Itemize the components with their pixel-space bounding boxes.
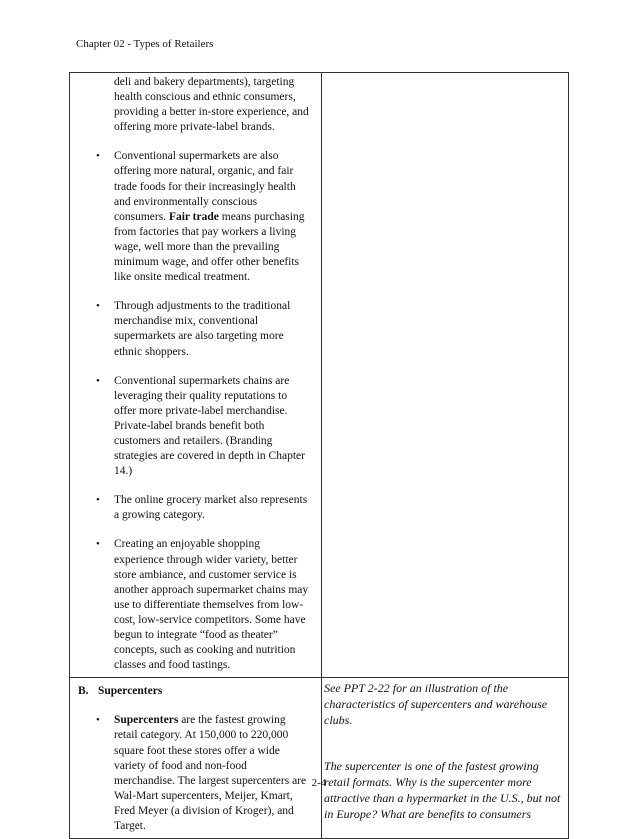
bullet-icon: • xyxy=(96,374,100,387)
outline-cell xyxy=(70,678,322,839)
page-number: 2-4 xyxy=(311,777,327,789)
list-item: • Through adjustments to the traditional merchandise mix, conventional supermarkets are also targeting more ethnic shoppers. xyxy=(96,300,291,358)
table-row xyxy=(70,678,569,839)
table-row xyxy=(70,73,569,678)
term-supercenters: Supercenters xyxy=(114,714,179,727)
section-heading xyxy=(78,684,313,699)
list-item: • Conventional supermarkets chains are leveraging their quality reputations to offer more private-label merchandise. Private-label brands benefit both customers and retailers. (Branding strategies are covered in depth in Chapter 14.) xyxy=(96,374,305,478)
notes-cell xyxy=(322,678,569,839)
running-header: Chapter 02 - Types of Retailers xyxy=(76,38,214,50)
bullet-icon: • xyxy=(96,538,100,551)
list-item: • Supercenters are the fastest growing retail category. At 150,000 to 220,000 square foot these stores offer a wide variety of food and non-food merchandise. The largest supercenters are Wal-Mart supercenters, Meijer, Kmart, Fred Meyer (a division of Kroger), and Target. xyxy=(96,714,307,833)
instructor-note: The supercenter is one of the fastest growing retail formats. Why is the supercenter more attractive than a hypermarket in the U.S., but not in Europe? What are benefits to consumers xyxy=(324,759,561,822)
bullet-list xyxy=(78,713,313,834)
outline-cell xyxy=(70,73,322,678)
bullet-icon: • xyxy=(96,494,100,507)
list-item: • Creating an enjoyable shopping experience through wider variety, better store ambiance, and customer service is another approach supermarket chains may use to differentiate themselves from low-cost, low-service competitors. Some have begun to integrate “food as theater” concepts, such as cooking and nutrition classes and food tastings. xyxy=(96,538,309,672)
bullet-list xyxy=(78,149,313,673)
section-letter: B. xyxy=(78,685,89,698)
list-item: • The online grocery market also represents a growing category. xyxy=(96,494,308,522)
notes-cell xyxy=(322,73,569,678)
list-item: • Conventional supermarkets are also offering more natural, organic, and fair trade foods for their increasingly health and environmentally conscious consumers. Fair trade means purchasing from factories that pay workers a living wage, well more than the prevailing minimum wage, and offer other benefits like onsite medical treatment. xyxy=(96,150,305,284)
section-title: Supercenters xyxy=(98,685,163,698)
continued-paragraph: deli and bakery departments), targeting health conscious and ethnic consumers, providing a better in-store experience, and offering more private-label brands. xyxy=(114,76,309,134)
bullet-icon: • xyxy=(96,300,100,313)
term-fair-trade: Fair trade xyxy=(168,210,219,223)
bullet-icon: • xyxy=(96,150,100,163)
content-table xyxy=(69,72,569,839)
bullet-icon: • xyxy=(96,714,100,727)
instructor-note: See PPT 2-22 for an illustration of the characteristics of supercenters and warehouse clubs. xyxy=(324,681,548,728)
